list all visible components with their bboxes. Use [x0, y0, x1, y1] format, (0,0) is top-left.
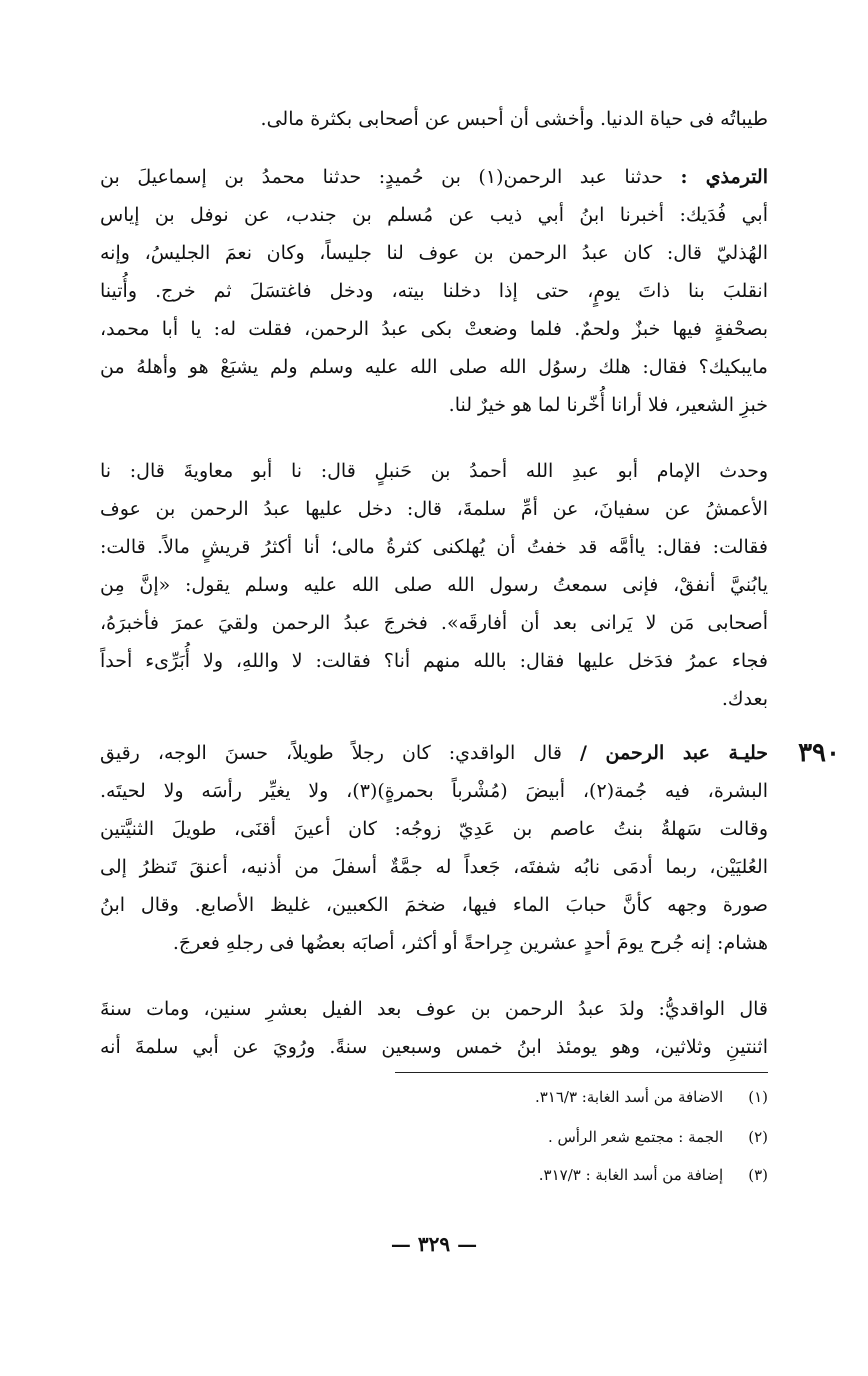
text-line: خبزِ الشعير، فلا أرانا أُخّرنا لما هو خيرٌ لنا. [448, 394, 768, 416]
text-line: انقلبَ بنا ذاتَ يومٍ، حتى إذا دخلنا بيته، ودخل فاغتسَلَ ثم خرج. وأُتينا [100, 280, 768, 302]
entry-heading: حليـة عبد الرحمن / [579, 742, 768, 764]
footnote-3 [300, 1166, 768, 1184]
text-line: وقالت سَهلةُ بنتُ عاصم بن عَدِيّ زوجُه: كان أعينَ أقنَى، طويلَ الثنيَّتين [100, 818, 768, 840]
text-line: حليـة عبد الرحمن / قال الواقدي: كان رجلاً طويلاً، حسنَ الوجه، رقيق [100, 742, 768, 764]
footnote-separator [395, 1072, 768, 1073]
text-line: قال الواقديُّ: ولدَ عبدُ الرحمن بن عوف بعد الفيل بعشرِ سنين، ومات سنةَ [100, 998, 768, 1020]
footnote-text: الجمة : مجتمع شعر الرأس . [547, 1128, 724, 1146]
text-line: العُليَيْن، ربما أدمَى نابُه شفتَه، جَعداً له جمَّةٌ أسفلَ من أذنيه، أعنقَ تَنظرُ إلى [100, 856, 768, 878]
text-line: البشرة، فيه جُمة(٢)، أبيضَ (مُشْرباً بحمرةٍ)(٣)، ولا يغيِّر رأسَه ولا لحيتَه. [100, 780, 768, 802]
text-line: هشام: إنه جُرح يومَ أحدٍ عشرين جِراحةً أو أكثر، أصابَه بعضُها فى رجلهِ فعرجَ. [172, 932, 768, 954]
footnote-2 [300, 1128, 768, 1146]
paragraph-tirmidhi [100, 158, 768, 424]
text-line: فجاء عمرُ فدَخل عليها فقال: بالله منهم أنا؟ فقالت: لا واللهِ، ولا أُبَرِّىء أحداً [100, 650, 768, 672]
text-line: اثنتينِ وثلاثين، وهو يومئذ ابنُ خمس وسبعين سنةً. ورُويَ عن أبي سلمةَ أنه [100, 1036, 768, 1058]
source-heading: الترمذي : [680, 166, 768, 188]
text-line: مايبكيك؟ فقال: هلك رسوُل الله صلى الله عليه وسلم ولم يشبَعْ هو وأهلهُ من [100, 356, 768, 378]
paragraph-continuation [100, 100, 768, 138]
paragraph-waqidi [100, 990, 768, 1066]
text-line: يابُنيَّ أنفقْ، فإنى سمعتُ رسول الله صلى الله عليه وسلم يقول: «إنَّ مِن [100, 574, 768, 596]
text-line: الأعمشُ عن سفيانَ، عن أمِّ سلمةَ، قال: دخل عليها عبدُ الرحمن بن عوف [100, 498, 768, 520]
footnote-text: إضافة من أسد الغابة : ٣١٧/٣. [538, 1166, 724, 1184]
footnote-mark: (١) [748, 1088, 768, 1106]
footnote-text: الاضافة من أسد الغابة: ٣١٦/٣. [534, 1088, 724, 1106]
text-line: صورة وجهه كأنَّ حبابَ الماء فيها، ضخمَ الكعبين، غليظ الأصابع. وقال ابنُ [100, 894, 768, 916]
footnote-1 [300, 1088, 768, 1106]
text-line: أبي فُدَيك: أخبرنا ابنُ أبي ذيب عن مُسلم بن جندب، عن نوفل بن إياس [100, 204, 768, 226]
page-number: — ٣٢٩ — [390, 1232, 478, 1256]
paragraph-ahmad [100, 452, 768, 718]
entry-number: ٣٩٠ [798, 738, 840, 768]
text-line: طيباتُه فى حياة الدنيا. وأخشى أن أحبس عن أصحابى بكثرة مالى. [260, 108, 768, 130]
footnote-mark: (٢) [748, 1128, 768, 1146]
text-line: فقالت: فقال: ياأمَّه قد خفتُ أن يُهلكنى كثرةُ مالى؛ أنا أكثرُ قريشٍ مالاً. قالت: [100, 536, 768, 558]
text-line: الترمذي : حدثنا عبد الرحمن(١) بن حُميدٍ: حدثنا محمدُ بن إسماعيلَ بن [100, 166, 768, 188]
text-line: بصحْفةٍ فيها خبزٌ ولحمٌ. فلما وضعتْ بكى عبدُ الرحمن، فقلت له: يا أبا محمد، [100, 318, 768, 340]
text-line: وحدث الإمام أبو عبدِ الله أحمدُ بن حَنبلٍ قال: نا أبو معاويةَ قال: نا [100, 460, 768, 482]
footnote-mark: (٣) [748, 1166, 768, 1184]
text-line: بعدك. [721, 688, 768, 710]
text-line: الهُذليّ قال: كان عبدُ الرحمن بن عوف لنا جليساً، وكان نعمَ الجليسُ، وإنه [100, 242, 768, 264]
text-line: أصحابى مَن لا يَرانى بعد أن أفارقَه». فخرجَ عبدُ الرحمن ولقيَ عمرَ فأخبرَهُ، [100, 612, 768, 634]
paragraph-entry-390 [100, 734, 768, 962]
